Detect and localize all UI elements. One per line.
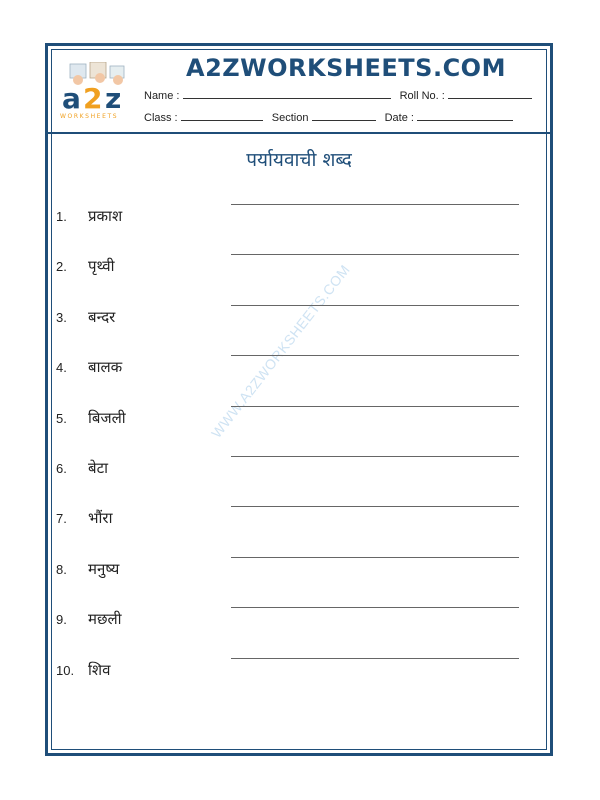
svg-text:2: 2 [83, 82, 103, 115]
item-word: शिव [88, 660, 111, 679]
list-item [56, 458, 108, 478]
item-number: 5. [56, 410, 67, 426]
svg-text:z: z [105, 82, 122, 115]
item-number: 2. [56, 259, 67, 275]
date-field[interactable] [417, 110, 513, 121]
list-item [56, 508, 112, 528]
answer-line[interactable] [231, 456, 519, 457]
list-item [56, 357, 122, 377]
item-number: 4. [56, 360, 67, 376]
answer-line[interactable] [231, 506, 519, 507]
answer-line[interactable] [231, 355, 519, 356]
answer-line[interactable] [231, 204, 519, 205]
item-word: बेटा [88, 459, 109, 477]
name-field[interactable] [183, 88, 391, 99]
section-field[interactable] [312, 110, 376, 121]
list-item [56, 559, 119, 579]
item-word: भौंरा [88, 509, 113, 528]
item-number: 3. [56, 309, 67, 325]
item-word: मनुष्य [88, 559, 120, 578]
item-word: प्रकाश [88, 207, 123, 225]
watermark-text: WWW.A2ZWORKSHEETS.COM [208, 261, 354, 441]
a2z-logo-icon [56, 62, 138, 120]
worksheet-header [48, 46, 550, 134]
sheet-title: पर्यायवाची शब्द [246, 149, 352, 171]
svg-text:a: a [62, 82, 81, 115]
item-word: पृथ्वी [88, 257, 115, 276]
list-item [56, 660, 110, 680]
section-label: Section [271, 112, 309, 124]
list-item [56, 256, 115, 276]
answer-line[interactable] [231, 557, 519, 558]
site-title: A2ZWORKSHEETS.COM [186, 54, 506, 82]
item-number: 7. [56, 511, 67, 527]
item-word: मछली [88, 610, 122, 629]
class-field[interactable] [181, 110, 263, 121]
answer-line[interactable] [231, 607, 519, 608]
list-item [56, 408, 126, 428]
item-word: बन्दर [88, 307, 116, 326]
item-word: बालक [88, 358, 123, 377]
class-label: Class : [144, 112, 178, 124]
item-number: 8. [56, 561, 67, 577]
answer-line[interactable] [231, 305, 519, 306]
answer-line[interactable] [231, 658, 519, 659]
item-number: 9. [56, 612, 67, 628]
item-number: 10. [56, 662, 75, 678]
roll-label: Roll No. : [399, 90, 445, 102]
item-number: 6. [56, 461, 67, 476]
date-label: Date : [384, 112, 414, 124]
list-item [56, 206, 122, 226]
answer-line[interactable] [231, 406, 519, 407]
item-word: बिजली [88, 408, 126, 427]
name-roll-row [144, 88, 538, 102]
svg-text:WORKSHEETS: WORKSHEETS [60, 113, 119, 120]
worksheet-frame [45, 43, 553, 756]
list-item [56, 307, 115, 327]
class-section-date-row [144, 110, 519, 124]
item-number: 1. [56, 209, 67, 224]
list-item [56, 609, 122, 629]
answer-line[interactable] [231, 254, 519, 255]
roll-field[interactable] [448, 88, 532, 99]
name-label: Name : [144, 90, 180, 102]
